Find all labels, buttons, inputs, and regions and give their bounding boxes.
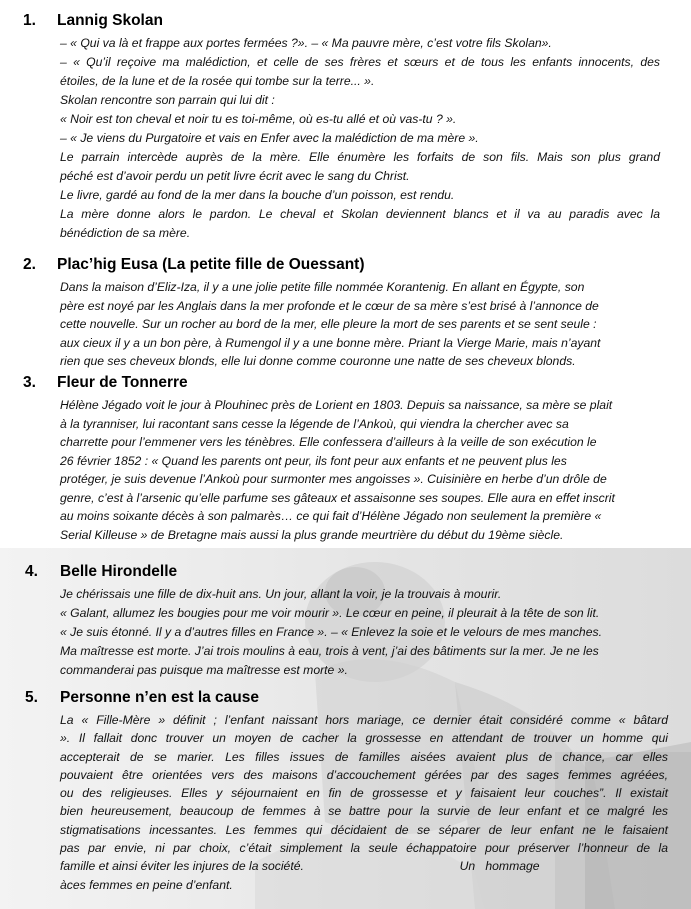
body-line: – « Qu’il reçoive ma malédiction, et celle de ses frères et sœurs et de tous les enfants innocents, des — [60, 55, 660, 69]
section-number: 5. — [25, 689, 38, 706]
section-body — [60, 34, 660, 243]
body-line: charrette pour l’emmener vers les ténèbres. Elle confessera d’ailleurs à la veille de son exécution le — [60, 435, 597, 449]
body-line: père est noyé par les Anglais dans la mer profonde et le cœur de sa mère s’est brisé à l’annonce de — [60, 298, 599, 313]
body-line: commanderai pas puisque ma maîtresse est morte ». — [60, 663, 348, 677]
body-line: – « Je viens du Purgatoire et vais en Enfer avec la malédiction de ma mère ». — [60, 131, 479, 145]
section-number: 2. — [23, 256, 36, 273]
body-line: bénédiction de sa mère. — [60, 226, 191, 240]
section-body — [60, 396, 660, 544]
body-line: ». Il fallait donc trouver un moyen de cacher la grossesse en attendant de trouver un homme qui — [60, 731, 668, 746]
body-line: protéger, je suis devenue l’Ankoù pour surmonter mes angoisses ». Cuisinière en herbe d’un drôle de — [60, 472, 607, 486]
section-number: 3. — [23, 374, 36, 391]
section-title: Personne n’en est la cause — [60, 689, 260, 706]
body-line: La mère donne alors le pardon. Le cheval et Skolan deviennent blancs et il va au paradis avec la — [60, 207, 660, 221]
body-line: ou des religieuses. Elles y séjournaient en fin de grossesse et y faisaient leur couches”. Il existait — [60, 786, 668, 801]
body-line: « Noir est ton cheval et noir tu es toi-même, où es-tu allé et où vas-tu ? ». — [60, 112, 457, 126]
body-line: Serial Killeuse » de Bretagne mais aussi la plus grande meurtrière du début du 19ème siècle. — [60, 527, 564, 542]
section-title: Lannig Skolan — [57, 12, 163, 29]
body-line: – « Qui va là et frappe aux portes fermées ?». – « Ma pauvre mère, c’est votre fils Skolan». — [60, 36, 552, 50]
body-line: accepterait de se marier. Les filles issues de familles aisées avaient plus de chance, car elles — [60, 749, 668, 764]
body-line: 26 février 1852 : « Quand les parents ont peur, ils font peur aux enfants et ne peuvent plus les — [60, 453, 567, 468]
body-line: Dans la maison d’Eliz-Iza, il y a une jolie petite fille nommée Korantenig. En allant en Égypte, son — [60, 280, 585, 294]
body-line: famille et ainsi éviter les injures de la société. Un hommage — [60, 859, 540, 874]
body-line: Le livre, gardé au fond de la mer dans la bouche d’un poisson, est rendu. — [60, 188, 455, 202]
section-body — [60, 278, 660, 371]
section-title: Fleur de Tonnerre — [57, 374, 188, 391]
body-line: à la tyranniser, lui racontant sans cesse la légende de l’Ankoù, qui viendra la chercher avec sa — [60, 416, 569, 431]
body-line: « Je suis étonné. Il y a d’autres filles en France ». – « Enlevez la soie et le velours de mes manches. — [60, 625, 602, 639]
body-line: Hélène Jégado voit le jour à Plouhinec près de Lorient en 1803. Depuis sa naissance, sa mère se plait — [60, 398, 613, 412]
body-line: péché est d’avoir perdu un petit livre écrit avec le sang du Christ. — [60, 169, 410, 183]
body-line: pas par envie, ni par choix, c’était simplement la seule échappatoire pour préserver l’honneur de la — [60, 841, 668, 856]
body-line: aux cieux il y a un bon père, à Rumengol il y a une bonne mère. Priant la Vierge Marie, mais n’ayant — [60, 335, 601, 350]
section-body — [60, 585, 666, 680]
body-line: stigmatisations incessantes. Les femmes qui décidaient de se séparer de leur enfant ne le faisaient — [60, 822, 668, 837]
section-number: 4. — [25, 563, 38, 580]
body-line: étoiles, de la lune et de la rosée qui tombe sur la terre... ». — [60, 74, 375, 88]
body-line: genre, c’est à l’arsenic qu’elle parfume ses gâteaux et assaisonne ses soupes. Elle aura en effet inscrit — [60, 490, 615, 505]
body-line: au moins soixante décès à son palmarès… ce qui fait d’Hélène Jégado non seulement la première « — [60, 509, 602, 523]
section-number: 1. — [23, 12, 36, 29]
section-body — [60, 711, 668, 894]
body-line: Le parrain intercède auprès de la mère. Elle énumère les forfaits de son fils. Mais son plus grand — [60, 150, 660, 164]
body-line: cette nouvelle. Sur un rocher au bord de la mer, elle pleure la mort de ses parents et se sent seule : — [60, 317, 597, 331]
body-line: bien heureusement, beaucoup de femmes à se battre pour la survie de leur enfant et ce malgré les — [60, 804, 668, 819]
body-line: Je chérissais une fille de dix-huit ans. Un jour, allant la voir, je la trouvais à mourir. — [60, 587, 502, 601]
body-line: pouvaient être orientées vers des maisons d’accouchement gérées par des sages femmes agréées, — [60, 767, 668, 782]
body-line: Skolan rencontre son parrain qui lui dit : — [60, 93, 275, 107]
body-line: Ma maîtresse est morte. J’ai trois moulins à eau, trois à vent, j’ai des bâtiments sur la mer. Je ne les — [60, 644, 599, 658]
section-title: Plac’hig Eusa (La petite fille de Ouessant) — [57, 256, 365, 273]
body-line: « Galant, allumez les bougies pour me voir mourir ». Le cœur en peine, il pleurait à la tête de son lit. — [60, 606, 600, 620]
body-line: àces femmes en peine d’enfant. — [60, 877, 233, 892]
body-line: La « Fille-Mère » définit ; l’enfant naissant hors mariage, ce dernier était considéré comme « bâtard — [60, 713, 668, 727]
section-title: Belle Hirondelle — [60, 563, 178, 580]
body-line: rien que ses cheveux blonds, elle lui donne comme couronne une natte de ses cheveux blonds. — [60, 354, 576, 368]
